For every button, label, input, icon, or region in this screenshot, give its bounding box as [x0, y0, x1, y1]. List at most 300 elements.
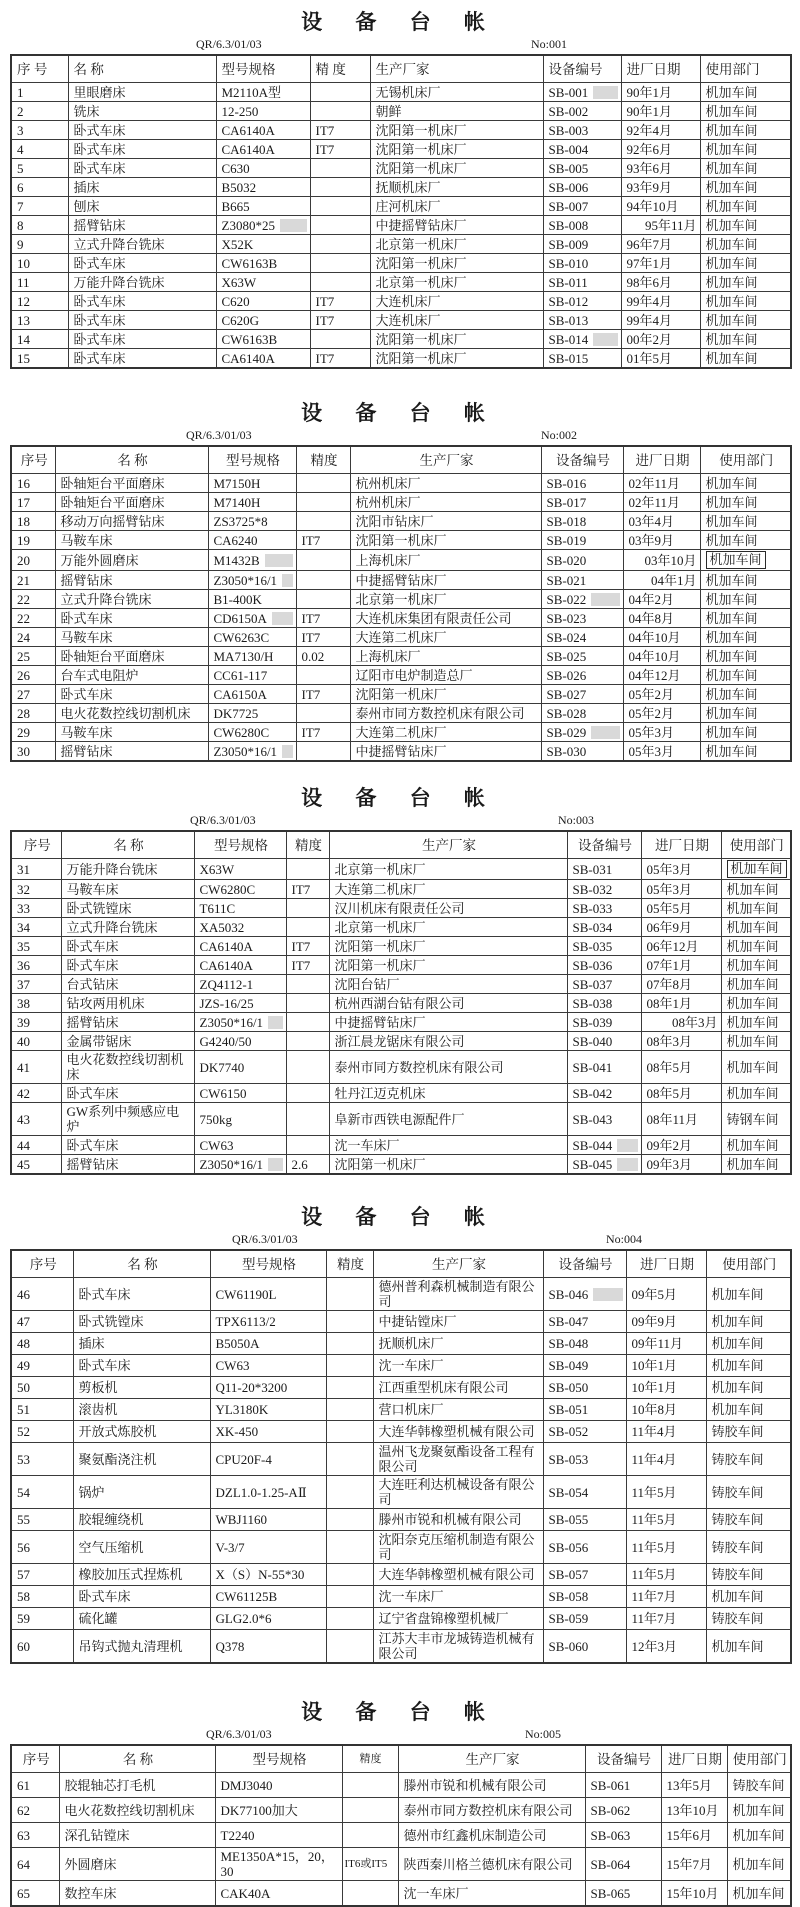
cell: CW63 — [194, 1136, 286, 1155]
cell: 22 — [11, 590, 55, 609]
cell: 沈阳第一机床厂 — [370, 330, 543, 349]
table-row — [11, 330, 791, 349]
cell: SB-020 — [541, 550, 623, 571]
cell — [326, 1586, 373, 1608]
cell: 13 — [11, 311, 68, 330]
cell: SB-006 — [543, 178, 621, 197]
equipment-table-2 — [10, 445, 792, 762]
column-header: 生产厂家 — [373, 1250, 543, 1278]
table-row — [11, 1443, 791, 1476]
boxed-text: 机加车间 — [727, 860, 787, 878]
cell: SB-057 — [543, 1564, 626, 1586]
cell: 卧式车床 — [61, 956, 194, 975]
cell: Z3050*16/1 — [194, 1013, 286, 1032]
cell: 沈阳第一机床厂 — [370, 254, 543, 273]
cell: SB-005 — [543, 159, 621, 178]
cell: 9 — [11, 235, 68, 254]
cell: SB-017 — [541, 493, 623, 512]
cell: 插床 — [68, 178, 216, 197]
cell: 11年4月 — [626, 1443, 706, 1476]
cell — [286, 1084, 329, 1103]
cell: 机加车间 — [721, 1032, 791, 1051]
cell — [296, 550, 350, 571]
page-number-label: No:004 — [606, 1232, 642, 1246]
cell: Q11-20*3200 — [210, 1377, 326, 1399]
column-header: 名 称 — [68, 55, 216, 83]
cell: 沈阳第一机床厂 — [350, 531, 541, 550]
cell: C620 — [216, 292, 310, 311]
cell: SB-007 — [543, 197, 621, 216]
cell: DMJ3040 — [215, 1773, 342, 1798]
cell: SB-018 — [541, 512, 623, 531]
cell — [310, 197, 370, 216]
cell: 机加车间 — [700, 235, 791, 254]
cell: 沈阳第一机床厂 — [370, 159, 543, 178]
cell: 机加车间 — [700, 474, 791, 493]
cell: WBJ1160 — [210, 1509, 326, 1531]
column-header: 生产厂家 — [350, 446, 541, 474]
cell: 沈阳奈克压缩机制造有限公司 — [373, 1531, 543, 1564]
cell: 机加车间 — [727, 1848, 791, 1881]
cell: GW系列中频感应电炉 — [61, 1103, 194, 1136]
cell: 26 — [11, 666, 55, 685]
equipment-table-4 — [10, 1249, 792, 1664]
table-row — [11, 531, 791, 550]
ledger-section-3 — [0, 784, 800, 1175]
cell: 10年1月 — [626, 1377, 706, 1399]
cell: 机加车间 — [700, 121, 791, 140]
cell: SB-027 — [541, 685, 623, 704]
cell: SB-044 — [567, 1136, 641, 1155]
cell: IT7 — [296, 685, 350, 704]
cell: SB-052 — [543, 1421, 626, 1443]
cell: 摇臂钻床 — [61, 1155, 194, 1175]
cell: 93年9月 — [621, 178, 700, 197]
cell: 沈阳第一机床厂 — [370, 349, 543, 369]
cell — [286, 994, 329, 1013]
table-row — [11, 1848, 791, 1881]
cell — [296, 571, 350, 590]
cell: 55 — [11, 1509, 73, 1531]
table-row — [11, 918, 791, 937]
cell: 8 — [11, 216, 68, 235]
table-row — [11, 1630, 791, 1664]
cell — [342, 1881, 398, 1907]
cell: 卧式车床 — [61, 1136, 194, 1155]
table-row — [11, 1333, 791, 1355]
cell: 59 — [11, 1608, 73, 1630]
cell: DK77100加大 — [215, 1798, 342, 1823]
cell: X（S）N-55*30 — [210, 1564, 326, 1586]
column-header: 进厂日期 — [641, 831, 721, 859]
cell: 摇臂钻床 — [68, 216, 216, 235]
cell: 朝鲜 — [370, 102, 543, 121]
cell: 30 — [11, 742, 55, 762]
cell: 07年1月 — [641, 956, 721, 975]
cell: 沈一车床厂 — [329, 1136, 567, 1155]
cell: YL3180K — [210, 1399, 326, 1421]
cell: 机加车间 — [721, 937, 791, 956]
cell: 14 — [11, 330, 68, 349]
column-header: 名 称 — [55, 446, 208, 474]
cell: 江苏大丰市龙城铸造机械有限公司 — [373, 1630, 543, 1664]
cell: 滚齿机 — [73, 1399, 210, 1421]
table-row — [11, 1509, 791, 1531]
cell: SB-008 — [543, 216, 621, 235]
table-row — [11, 975, 791, 994]
cell: 13年5月 — [661, 1773, 727, 1798]
cell: 10年1月 — [626, 1355, 706, 1377]
cell: 卧式车床 — [68, 254, 216, 273]
column-header: 使用部门 — [706, 1250, 791, 1278]
cell: M7140H — [208, 493, 296, 512]
cell: 机加车间 — [706, 1399, 791, 1421]
column-header: 序号 — [11, 446, 55, 474]
cell: 卧式车床 — [55, 685, 208, 704]
cell — [296, 666, 350, 685]
cell: 0.02 — [296, 647, 350, 666]
cell: 2 — [11, 102, 68, 121]
table-row — [11, 550, 791, 571]
table-row — [11, 1084, 791, 1103]
cell: 胶辊轴芯打毛机 — [59, 1773, 215, 1798]
cell: 滕州市锐和机械有限公司 — [373, 1509, 543, 1531]
cell: SB-023 — [541, 609, 623, 628]
cell: 机加车间 — [706, 1278, 791, 1311]
cell — [286, 1103, 329, 1136]
cell: 64 — [11, 1848, 59, 1881]
cell: 沈阳台钻厂 — [329, 975, 567, 994]
cell: 卧式铣镗床 — [61, 899, 194, 918]
cell: 97年1月 — [621, 254, 700, 273]
cell: 卧式车床 — [68, 159, 216, 178]
cell: IT7 — [286, 956, 329, 975]
cell: 05年3月 — [641, 880, 721, 899]
cell: 电火花数控线切割机床 — [55, 704, 208, 723]
cell: SB-033 — [567, 899, 641, 918]
cell: 卧式车床 — [73, 1355, 210, 1377]
page-number-label: No:002 — [541, 428, 577, 442]
cell: IT7 — [296, 628, 350, 647]
cell: 卧式车床 — [73, 1586, 210, 1608]
cell: 机加车间 — [700, 571, 791, 590]
cell: SB-054 — [543, 1476, 626, 1509]
cell: MA7130/H — [208, 647, 296, 666]
cell: 63 — [11, 1823, 59, 1848]
column-header: 进厂日期 — [626, 1250, 706, 1278]
table-row — [11, 1032, 791, 1051]
cell: 机加车间 — [700, 609, 791, 628]
cell: 机加车间 — [721, 1084, 791, 1103]
table-row — [11, 1155, 791, 1175]
cell: M2110A型 — [216, 83, 310, 102]
cell — [310, 83, 370, 102]
cell: 深孔钻镗床 — [59, 1823, 215, 1848]
cell: SB-053 — [543, 1443, 626, 1476]
cell: 铸胶车间 — [706, 1531, 791, 1564]
cell: 浙江晨龙锯床有限公司 — [329, 1032, 567, 1051]
cell: 750kg — [194, 1103, 286, 1136]
page-title: 设 备 台 帐 — [301, 1205, 499, 1229]
cell: 01年5月 — [621, 349, 700, 369]
cell: 营口机床厂 — [373, 1399, 543, 1421]
cell: 中捷摇臂钻床厂 — [350, 571, 541, 590]
cell: SB-059 — [543, 1608, 626, 1630]
cell: 57 — [11, 1564, 73, 1586]
page-number-label: No:005 — [525, 1727, 561, 1741]
cell: DK7725 — [208, 704, 296, 723]
table-row — [11, 512, 791, 531]
cell: SB-021 — [541, 571, 623, 590]
cell: 15年7月 — [661, 1848, 727, 1881]
cell: SB-051 — [543, 1399, 626, 1421]
highlight-mark — [617, 1158, 637, 1171]
cell: X52K — [216, 235, 310, 254]
qr-code-label: QR/6.3/01/03 — [196, 37, 262, 51]
cell: 摇臂钻床 — [55, 742, 208, 762]
cell: SB-013 — [543, 311, 621, 330]
cell: DZL1.0-1.25-AⅡ — [210, 1476, 326, 1509]
cell: 沈一车床厂 — [373, 1355, 543, 1377]
cell: 机加车间 — [721, 956, 791, 975]
cell: 32 — [11, 880, 61, 899]
cell: 铸胶车间 — [706, 1608, 791, 1630]
cell: 泰州市同方数控机床有限公司 — [329, 1051, 567, 1084]
table-row — [11, 1136, 791, 1155]
cell: IT7 — [310, 311, 370, 330]
cell: 机加车间 — [700, 647, 791, 666]
cell: 05年2月 — [623, 704, 700, 723]
cell: 卧式车床 — [55, 609, 208, 628]
cell: IT7 — [286, 937, 329, 956]
cell: 36 — [11, 956, 61, 975]
table-row — [11, 859, 791, 880]
column-header: 名 称 — [59, 1745, 215, 1773]
cell: 沈阳第一机床厂 — [350, 685, 541, 704]
cell: 电火花数控线切割机床 — [61, 1051, 194, 1084]
cell: 机加车间 — [721, 918, 791, 937]
table-row — [11, 1103, 791, 1136]
cell: 卧式车床 — [68, 330, 216, 349]
cell: CA6140A — [216, 349, 310, 369]
column-header: 使用部门 — [727, 1745, 791, 1773]
cell: 45 — [11, 1155, 61, 1175]
table-row — [11, 880, 791, 899]
table-row — [11, 235, 791, 254]
cell: CW6280C — [208, 723, 296, 742]
cell: 摇臂钻床 — [55, 571, 208, 590]
cell: 马鞍车床 — [55, 531, 208, 550]
highlight-mark — [282, 574, 292, 587]
table-row — [11, 899, 791, 918]
cell: Q378 — [210, 1630, 326, 1664]
cell: 50 — [11, 1377, 73, 1399]
cell: 05年2月 — [623, 685, 700, 704]
cell: 大连机床集团有限责任公司 — [350, 609, 541, 628]
page-title: 设 备 台 帐 — [301, 401, 499, 425]
cell: 沈一车床厂 — [373, 1586, 543, 1608]
cell: 开放式炼胶机 — [73, 1421, 210, 1443]
cell: 中捷摇臂钻床厂 — [350, 742, 541, 762]
table-row — [11, 666, 791, 685]
cell: 90年1月 — [621, 83, 700, 102]
cell: SB-058 — [543, 1586, 626, 1608]
cell: SB-055 — [543, 1509, 626, 1531]
cell: 吊钩式抛丸清理机 — [73, 1630, 210, 1664]
ledger-section-5 — [0, 1698, 800, 1907]
cell: 09年11月 — [626, 1333, 706, 1355]
cell: CW6150 — [194, 1084, 286, 1103]
cell: SB-064 — [585, 1848, 661, 1881]
cell: 沈阳第一机床厂 — [329, 1155, 567, 1175]
cell: 江西重型机床有限公司 — [373, 1377, 543, 1399]
cell: 04年10月 — [623, 647, 700, 666]
cell: B5050A — [210, 1333, 326, 1355]
cell: CD6150A — [208, 609, 296, 628]
cell: SB-041 — [567, 1051, 641, 1084]
cell: 立式升降台铣床 — [55, 590, 208, 609]
cell: SB-061 — [585, 1773, 661, 1798]
cell: 机加车间 — [700, 723, 791, 742]
cell: SB-043 — [567, 1103, 641, 1136]
column-header: 序号 — [11, 1745, 59, 1773]
cell: SB-004 — [543, 140, 621, 159]
cell: 11 — [11, 273, 68, 292]
cell: 03年10月 — [623, 550, 700, 571]
cell: 铸胶车间 — [706, 1564, 791, 1586]
table-row — [11, 83, 791, 102]
cell: 95年11月 — [621, 216, 700, 235]
cell: ZQ4112-1 — [194, 975, 286, 994]
cell: 58 — [11, 1586, 73, 1608]
cell: 11年5月 — [626, 1531, 706, 1564]
cell: 机加车间 — [706, 1586, 791, 1608]
highlight-mark — [591, 593, 619, 606]
cell: 06年12月 — [641, 937, 721, 956]
column-header: 序号 — [11, 1250, 73, 1278]
column-header: 进厂日期 — [661, 1745, 727, 1773]
cell: 立式升降台铣床 — [61, 918, 194, 937]
cell: 05年3月 — [623, 723, 700, 742]
cell: 49 — [11, 1355, 73, 1377]
cell: 沈一车床厂 — [398, 1881, 585, 1907]
qr-code-label: QR/6.3/01/03 — [206, 1727, 272, 1741]
cell: 机加车间 — [721, 1013, 791, 1032]
cell: SB-029 — [541, 723, 623, 742]
cell: 大连机床厂 — [370, 292, 543, 311]
cell: 橡胶加压式捏炼机 — [73, 1564, 210, 1586]
column-header: 设备编号 — [585, 1745, 661, 1773]
cell: 7 — [11, 197, 68, 216]
cell: 汉川机床有限责任公司 — [329, 899, 567, 918]
cell — [326, 1476, 373, 1509]
cell: SB-016 — [541, 474, 623, 493]
cell: 08年5月 — [641, 1051, 721, 1084]
header-row — [11, 831, 791, 859]
cell: 万能外圆磨床 — [55, 550, 208, 571]
cell: 沈阳第一机床厂 — [370, 121, 543, 140]
cell: 牡丹江迈克机床 — [329, 1084, 567, 1103]
cell: 杭州机床厂 — [350, 474, 541, 493]
cell — [342, 1823, 398, 1848]
cell: 56 — [11, 1531, 73, 1564]
cell: 98年6月 — [621, 273, 700, 292]
cell: 16 — [11, 474, 55, 493]
cell — [286, 1051, 329, 1084]
cell: ZS3725*8 — [208, 512, 296, 531]
cell: 5 — [11, 159, 68, 178]
cell: SB-062 — [585, 1798, 661, 1823]
cell: 沈阳第一机床厂 — [370, 140, 543, 159]
cell: 北京第一机床厂 — [350, 590, 541, 609]
column-header: 设备编号 — [543, 55, 621, 83]
cell: C620G — [216, 311, 310, 330]
cell: 机加车间 — [721, 899, 791, 918]
cell: 聚氨酯浇注机 — [73, 1443, 210, 1476]
cell: CA6140A — [216, 140, 310, 159]
table-row — [11, 571, 791, 590]
cell: 22 — [11, 609, 55, 628]
cell: 24 — [11, 628, 55, 647]
cell: 3 — [11, 121, 68, 140]
cell: 中捷摇臂钻床厂 — [329, 1013, 567, 1032]
cell: 北京第一机床厂 — [370, 235, 543, 254]
cell: 机加车间 — [721, 975, 791, 994]
cell: M1432B — [208, 550, 296, 571]
cell: 37 — [11, 975, 61, 994]
cell: SB-014 — [543, 330, 621, 349]
cell: 07年8月 — [641, 975, 721, 994]
cell: 卧式铣镗床 — [73, 1311, 210, 1333]
cell: 机加车间 — [700, 197, 791, 216]
cell: 05年3月 — [641, 859, 721, 880]
cell: 杭州机床厂 — [350, 493, 541, 512]
cell: 05年3月 — [623, 742, 700, 762]
page-title: 设 备 台 帐 — [301, 786, 499, 810]
cell: SB-010 — [543, 254, 621, 273]
highlight-mark — [265, 554, 293, 567]
cell: 04年8月 — [623, 609, 700, 628]
cell: CPU20F-4 — [210, 1443, 326, 1476]
cell: 25 — [11, 647, 55, 666]
table-row — [11, 140, 791, 159]
table-row — [11, 1355, 791, 1377]
cell: CA6240 — [208, 531, 296, 550]
cell: 台式钻床 — [61, 975, 194, 994]
header-row — [11, 446, 791, 474]
cell: 卧式车床 — [68, 349, 216, 369]
table-row — [11, 1421, 791, 1443]
cell: SB-050 — [543, 1377, 626, 1399]
cell: SB-039 — [567, 1013, 641, 1032]
column-header: 型号规格 — [210, 1250, 326, 1278]
cell: CA6140A — [194, 937, 286, 956]
cell — [721, 859, 791, 880]
cell: 庄河机床厂 — [370, 197, 543, 216]
cell: 阜新市西铁电源配件厂 — [329, 1103, 567, 1136]
table-row — [11, 1586, 791, 1608]
cell: 机加车间 — [700, 628, 791, 647]
table-row — [11, 994, 791, 1013]
cell — [286, 1032, 329, 1051]
column-header: 序号 — [11, 831, 61, 859]
cell: IT7 — [310, 292, 370, 311]
cell: X63W — [216, 273, 310, 292]
cell: 机加车间 — [700, 590, 791, 609]
cell: XK-450 — [210, 1421, 326, 1443]
cell: 11年7月 — [626, 1586, 706, 1608]
cell: CA6140A — [216, 121, 310, 140]
